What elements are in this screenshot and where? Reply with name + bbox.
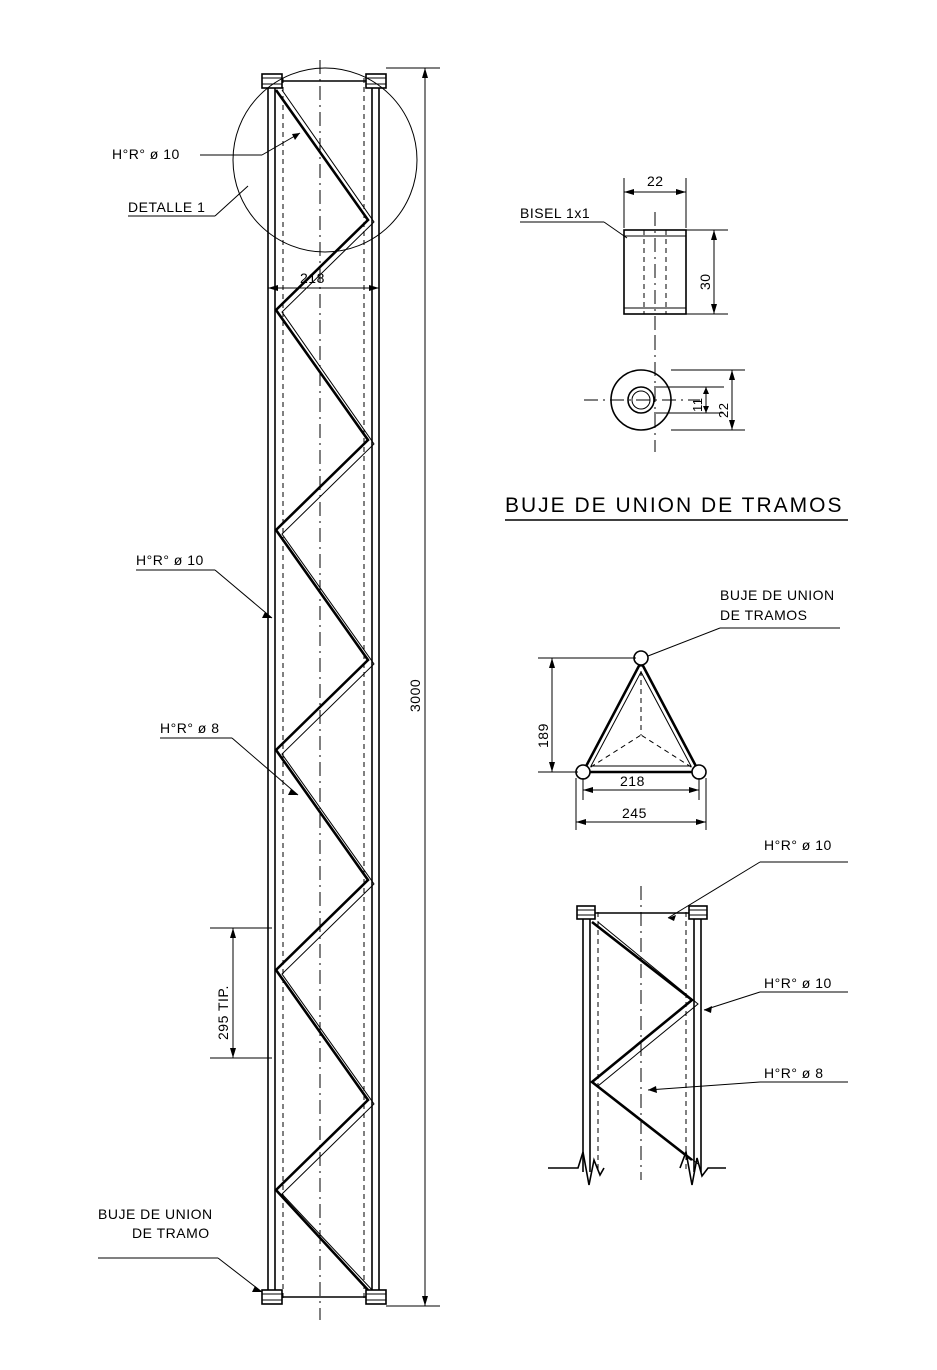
leader-buje-plan — [648, 628, 840, 656]
leader-d1-hr10-b — [704, 992, 848, 1013]
label-hr10-mid: H°R° ø 10 — [136, 552, 204, 568]
leader-hr10-top — [200, 133, 300, 155]
label-buje-plan-line1: BUJE DE UNION — [720, 587, 835, 603]
label-buje-bottom-line1: BUJE DE UNION — [98, 1206, 213, 1222]
leader-d1-hr8 — [648, 1082, 848, 1093]
main-tower-view — [98, 60, 440, 1320]
buje-detail-view — [505, 173, 848, 520]
d1-break-line — [548, 1152, 726, 1185]
dim-label-218: 218 — [300, 270, 325, 286]
label-d1-hr10-b: H°R° ø 10 — [764, 975, 832, 991]
label-d1-hr10-a: H°R° ø 10 — [764, 837, 832, 853]
d1-top-fittings — [577, 906, 707, 919]
label-d1-hr8: H°R° ø 8 — [764, 1065, 824, 1081]
dim-label-245: 245 — [622, 805, 647, 821]
dim-label-30: 30 — [697, 273, 713, 290]
dim-label-11: 11 — [690, 397, 705, 412]
plan-triangle-view — [535, 587, 840, 830]
node-right-buje — [692, 765, 706, 779]
buje-section-title: BUJE DE UNION DE TRAMOS — [505, 494, 844, 517]
label-hr10-top: H°R° ø 10 — [112, 146, 180, 162]
dim-30-height — [686, 230, 728, 314]
leader-hr8-mid — [160, 738, 298, 795]
dim-label-3000: 3000 — [407, 678, 423, 712]
zigzag-bracing — [276, 90, 374, 1292]
label-bisel: BISEL 1x1 — [520, 205, 591, 221]
leader-hr10-mid — [136, 570, 272, 618]
label-detalle-1: DETALLE 1 — [128, 199, 206, 215]
label-buje-plan-line2: DE TRAMOS — [720, 607, 808, 623]
node-left-buje — [576, 765, 590, 779]
top-end-fittings — [262, 74, 386, 88]
dim-label-189: 189 — [535, 723, 551, 748]
bottom-end-fittings — [262, 1290, 386, 1304]
label-hr8-mid: H°R° ø 8 — [160, 720, 220, 736]
dim-label-22-width: 22 — [647, 173, 664, 189]
dim-label-22-od: 22 — [716, 402, 731, 418]
leader-bisel — [520, 222, 627, 238]
node-top-buje — [634, 651, 648, 665]
detalle-1-view — [548, 837, 848, 1185]
d1-zigzag-bracing — [592, 922, 698, 1164]
dim-label-218-base: 218 — [620, 773, 645, 789]
dim-label-295: 295 TIP. — [215, 985, 231, 1040]
dim-22-od — [729, 370, 735, 430]
leader-buje-bottom — [98, 1258, 262, 1292]
label-buje-bottom-line2: DE TRAMO — [132, 1225, 210, 1241]
